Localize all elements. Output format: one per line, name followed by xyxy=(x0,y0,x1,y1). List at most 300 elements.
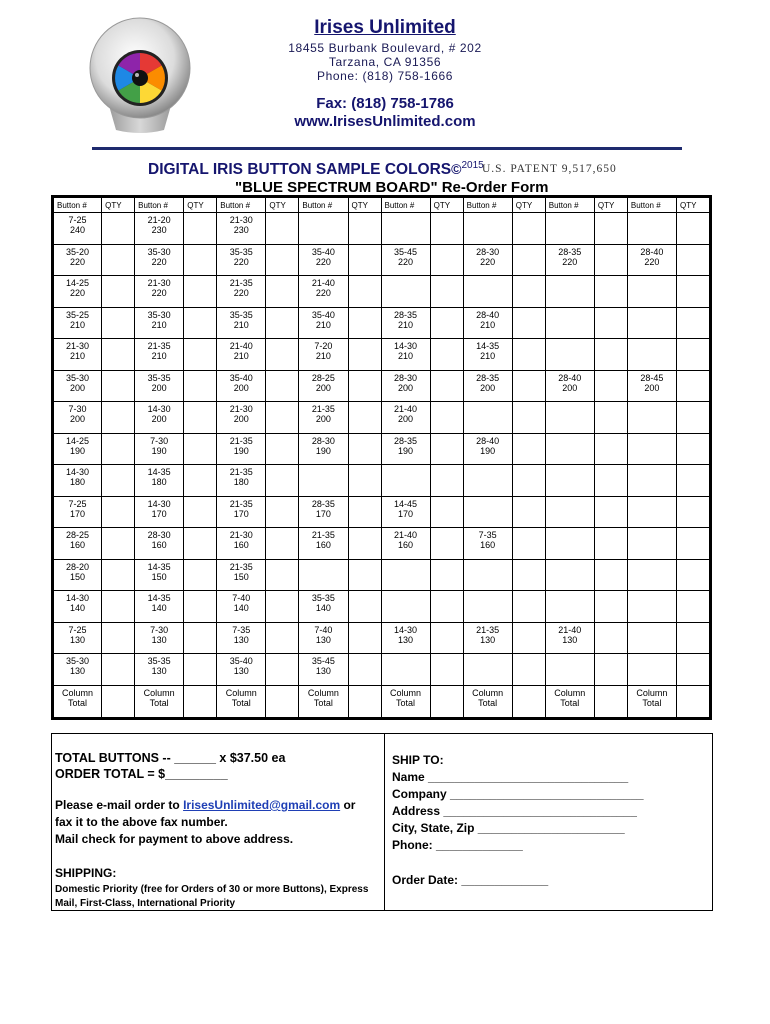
button-cell xyxy=(463,402,512,434)
fax-instruction: fax it to the above fax number. xyxy=(55,815,228,829)
button-cell: 14-35 150 xyxy=(135,559,184,591)
button-cell xyxy=(545,528,594,560)
button-cell: 14-30 130 xyxy=(381,622,430,654)
qty-input-cell[interactable] xyxy=(430,370,463,402)
qty-input-cell[interactable] xyxy=(512,433,545,465)
button-cell: 35-40 220 xyxy=(299,244,348,276)
button-cell: 21-30 210 xyxy=(53,339,102,371)
grid-header-row xyxy=(53,197,711,213)
mail-instruction: Mail check for payment to above address. xyxy=(55,832,294,846)
qty-input-cell[interactable] xyxy=(348,654,381,686)
qty-input-cell[interactable] xyxy=(594,213,627,245)
button-cell xyxy=(381,654,430,686)
qty-input-cell[interactable] xyxy=(512,591,545,623)
button-cell: 28-45 200 xyxy=(627,370,676,402)
qty-input-cell[interactable] xyxy=(594,370,627,402)
button-cell: 35-35 140 xyxy=(299,591,348,623)
qty-input-cell[interactable] xyxy=(677,591,711,623)
qty-input-cell[interactable] xyxy=(184,307,217,339)
column-header-qty: QTY xyxy=(348,197,381,213)
qty-input-cell[interactable] xyxy=(266,433,299,465)
column-total-label: Column Total xyxy=(627,685,676,718)
qty-input-cell[interactable] xyxy=(594,559,627,591)
qty-input-cell[interactable] xyxy=(348,307,381,339)
order-summary-box xyxy=(51,733,713,911)
button-cell xyxy=(463,559,512,591)
button-cell: 21-40 130 xyxy=(545,622,594,654)
button-cell xyxy=(545,276,594,308)
button-cell xyxy=(545,591,594,623)
total-buttons-field[interactable]: TOTAL BUTTONS -- ______ x $37.50 ea xyxy=(55,751,286,765)
qty-input-cell[interactable] xyxy=(184,276,217,308)
qty-input-cell[interactable] xyxy=(266,622,299,654)
qty-input-cell[interactable] xyxy=(430,402,463,434)
qty-input-cell[interactable] xyxy=(348,622,381,654)
button-cell xyxy=(463,465,512,497)
button-cell: 35-45 130 xyxy=(299,654,348,686)
button-cell: 7-25 240 xyxy=(53,213,102,245)
qty-input-cell[interactable] xyxy=(512,528,545,560)
button-cell: 28-20 150 xyxy=(53,559,102,591)
qty-input-cell[interactable] xyxy=(184,622,217,654)
button-cell xyxy=(627,213,676,245)
qty-input-cell[interactable] xyxy=(594,339,627,371)
button-cell: 7-40 130 xyxy=(299,622,348,654)
qty-input-cell[interactable] xyxy=(348,496,381,528)
qty-input-cell[interactable] xyxy=(430,465,463,497)
qty-input-cell[interactable] xyxy=(266,370,299,402)
column-header-button: Button # xyxy=(381,197,430,213)
grid-row xyxy=(53,685,711,718)
qty-input-cell[interactable] xyxy=(266,244,299,276)
ship-to-panel xyxy=(385,734,712,910)
qty-input-cell[interactable] xyxy=(512,654,545,686)
button-cell: 35-40 130 xyxy=(217,654,266,686)
qty-input-cell[interactable] xyxy=(348,528,381,560)
button-cell: 28-25 160 xyxy=(53,528,102,560)
qty-input-cell[interactable] xyxy=(430,591,463,623)
email-suffix: or xyxy=(340,798,356,812)
address-field[interactable]: Address _____________________________ xyxy=(392,804,637,818)
phone-number: Phone: (818) 758-1666 xyxy=(316,69,454,83)
qty-input-cell[interactable] xyxy=(266,307,299,339)
button-cell: 35-40 210 xyxy=(299,307,348,339)
qty-input-cell[interactable] xyxy=(102,213,135,245)
grid-row xyxy=(53,402,711,434)
column-total-input[interactable] xyxy=(266,685,299,718)
grid-row xyxy=(53,370,711,402)
button-cell: 21-30 220 xyxy=(135,276,184,308)
button-cell: 21-30 200 xyxy=(217,402,266,434)
button-cell: 35-25 210 xyxy=(53,307,102,339)
button-cell xyxy=(627,433,676,465)
qty-input-cell[interactable] xyxy=(102,433,135,465)
patent-number: U.S. PATENT 9,517,650 xyxy=(482,163,617,175)
qty-input-cell[interactable] xyxy=(348,402,381,434)
button-cell xyxy=(381,465,430,497)
qty-input-cell[interactable] xyxy=(594,591,627,623)
button-cell: 28-30 190 xyxy=(299,433,348,465)
qty-input-cell[interactable] xyxy=(677,276,711,308)
qty-input-cell[interactable] xyxy=(266,465,299,497)
button-cell: 35-45 220 xyxy=(381,244,430,276)
column-total-input[interactable] xyxy=(512,685,545,718)
qty-input-cell[interactable] xyxy=(266,559,299,591)
qty-input-cell[interactable] xyxy=(512,402,545,434)
button-cell: 35-30 220 xyxy=(135,244,184,276)
button-cell xyxy=(299,213,348,245)
order-grid xyxy=(51,195,712,720)
qty-input-cell[interactable] xyxy=(348,465,381,497)
button-cell: 21-35 130 xyxy=(463,622,512,654)
ship-to-label: SHIP TO: xyxy=(392,753,444,767)
qty-input-cell[interactable] xyxy=(677,307,711,339)
button-cell: 28-40 190 xyxy=(463,433,512,465)
button-cell xyxy=(545,307,594,339)
qty-input-cell[interactable] xyxy=(594,654,627,686)
button-cell: 35-30 210 xyxy=(135,307,184,339)
column-header-button: Button # xyxy=(545,197,594,213)
qty-input-cell[interactable] xyxy=(102,622,135,654)
button-cell: 7-30 130 xyxy=(135,622,184,654)
button-cell: 7-25 130 xyxy=(53,622,102,654)
button-cell: 35-40 200 xyxy=(217,370,266,402)
button-cell: 14-30 180 xyxy=(53,465,102,497)
qty-input-cell[interactable] xyxy=(430,528,463,560)
button-cell: 21-40 160 xyxy=(381,528,430,560)
column-header-button: Button # xyxy=(217,197,266,213)
qty-input-cell[interactable] xyxy=(430,307,463,339)
column-total-input[interactable] xyxy=(184,685,217,718)
button-cell xyxy=(299,465,348,497)
qty-input-cell[interactable] xyxy=(512,465,545,497)
button-cell: 14-25 190 xyxy=(53,433,102,465)
qty-input-cell[interactable] xyxy=(348,339,381,371)
qty-input-cell[interactable] xyxy=(594,276,627,308)
button-cell: 28-25 200 xyxy=(299,370,348,402)
button-cell xyxy=(545,465,594,497)
column-total-input[interactable] xyxy=(102,685,135,718)
button-cell xyxy=(545,433,594,465)
column-total-input[interactable] xyxy=(430,685,463,718)
button-cell: 21-30 160 xyxy=(217,528,266,560)
shipping-options-line-1: Domestic Priority (free for Orders of 30 or more Buttons), Express xyxy=(55,884,369,895)
button-cell xyxy=(381,213,430,245)
grid-row xyxy=(53,591,711,623)
qty-input-cell[interactable] xyxy=(594,528,627,560)
column-header-button: Button # xyxy=(299,197,348,213)
button-cell xyxy=(545,213,594,245)
shipping-label: SHIPPING: xyxy=(55,866,117,880)
button-cell xyxy=(463,213,512,245)
qty-input-cell[interactable] xyxy=(594,402,627,434)
qty-input-cell[interactable] xyxy=(184,402,217,434)
name-field[interactable]: Name ______________________________ xyxy=(392,770,629,784)
column-total-label: Column Total xyxy=(299,685,348,718)
grid-row xyxy=(53,244,711,276)
button-cell: 7-25 170 xyxy=(53,496,102,528)
qty-input-cell[interactable] xyxy=(102,591,135,623)
button-cell: 28-40 200 xyxy=(545,370,594,402)
qty-input-cell[interactable] xyxy=(184,213,217,245)
qty-input-cell[interactable] xyxy=(512,622,545,654)
qty-input-cell[interactable] xyxy=(594,496,627,528)
qty-input-cell[interactable] xyxy=(102,559,135,591)
city-state-zip-field[interactable]: City, State, Zip ______________________ xyxy=(392,821,625,835)
button-cell xyxy=(545,559,594,591)
button-cell: 14-35 210 xyxy=(463,339,512,371)
qty-input-cell[interactable] xyxy=(677,528,711,560)
qty-input-cell[interactable] xyxy=(266,496,299,528)
copyright-symbol: © xyxy=(451,161,462,178)
qty-input-cell[interactable] xyxy=(512,339,545,371)
qty-input-cell[interactable] xyxy=(677,496,711,528)
qty-input-cell[interactable] xyxy=(184,559,217,591)
button-cell: 35-30 200 xyxy=(53,370,102,402)
qty-input-cell[interactable] xyxy=(677,433,711,465)
qty-input-cell[interactable] xyxy=(102,307,135,339)
qty-input-cell[interactable] xyxy=(348,276,381,308)
button-cell xyxy=(545,496,594,528)
button-cell: 21-35 210 xyxy=(135,339,184,371)
button-cell: 7-30 200 xyxy=(53,402,102,434)
address-line-1: 18455 Burbank Boulevard, # 202 xyxy=(288,41,482,55)
button-cell: 7-35 160 xyxy=(463,528,512,560)
button-cell xyxy=(381,591,430,623)
qty-input-cell[interactable] xyxy=(184,244,217,276)
column-total-input[interactable] xyxy=(348,685,381,718)
fax-number: Fax: (818) 758-1786 xyxy=(316,95,454,112)
qty-input-cell[interactable] xyxy=(102,528,135,560)
qty-input-cell[interactable] xyxy=(430,496,463,528)
button-cell: 14-30 200 xyxy=(135,402,184,434)
qty-input-cell[interactable] xyxy=(594,465,627,497)
button-cell xyxy=(627,465,676,497)
qty-input-cell[interactable] xyxy=(594,622,627,654)
qty-input-cell[interactable] xyxy=(677,559,711,591)
button-cell: 28-40 210 xyxy=(463,307,512,339)
qty-input-cell[interactable] xyxy=(184,528,217,560)
button-cell: 28-30 200 xyxy=(381,370,430,402)
button-cell xyxy=(381,559,430,591)
qty-input-cell[interactable] xyxy=(102,402,135,434)
qty-input-cell[interactable] xyxy=(266,213,299,245)
grid-row xyxy=(53,654,711,686)
button-cell: 7-40 140 xyxy=(217,591,266,623)
grid-row xyxy=(53,559,711,591)
qty-input-cell[interactable] xyxy=(102,276,135,308)
qty-input-cell[interactable] xyxy=(512,244,545,276)
column-header-button: Button # xyxy=(53,197,102,213)
column-header-qty: QTY xyxy=(184,197,217,213)
qty-input-cell[interactable] xyxy=(348,213,381,245)
button-cell: 35-20 220 xyxy=(53,244,102,276)
button-cell: 14-25 220 xyxy=(53,276,102,308)
button-cell: 28-35 210 xyxy=(381,307,430,339)
grid-row xyxy=(53,339,711,371)
button-cell: 35-35 200 xyxy=(135,370,184,402)
button-cell xyxy=(627,528,676,560)
qty-input-cell[interactable] xyxy=(184,591,217,623)
button-cell xyxy=(627,339,676,371)
qty-input-cell[interactable] xyxy=(102,654,135,686)
qty-input-cell[interactable] xyxy=(348,591,381,623)
grid-row xyxy=(53,528,711,560)
qty-input-cell[interactable] xyxy=(430,559,463,591)
button-cell xyxy=(627,276,676,308)
button-cell: 28-35 170 xyxy=(299,496,348,528)
button-cell xyxy=(463,276,512,308)
qty-input-cell[interactable] xyxy=(677,370,711,402)
qty-input-cell[interactable] xyxy=(512,307,545,339)
qty-input-cell[interactable] xyxy=(184,433,217,465)
email-prefix: Please e-mail order to xyxy=(55,798,184,812)
title-main: DIGITAL IRIS BUTTON SAMPLE COLORS xyxy=(148,161,452,179)
column-total-label: Column Total xyxy=(53,685,102,718)
column-total-label: Column Total xyxy=(463,685,512,718)
column-header-button: Button # xyxy=(135,197,184,213)
button-cell: 28-35 200 xyxy=(463,370,512,402)
qty-input-cell[interactable] xyxy=(102,370,135,402)
grid-row xyxy=(53,307,711,339)
qty-input-cell[interactable] xyxy=(184,496,217,528)
button-cell: 14-45 170 xyxy=(381,496,430,528)
qty-input-cell[interactable] xyxy=(102,244,135,276)
qty-input-cell[interactable] xyxy=(348,244,381,276)
qty-input-cell[interactable] xyxy=(430,654,463,686)
column-total-input[interactable] xyxy=(677,685,711,718)
button-cell xyxy=(627,496,676,528)
column-total-input[interactable] xyxy=(594,685,627,718)
qty-input-cell[interactable] xyxy=(677,339,711,371)
column-header-qty: QTY xyxy=(594,197,627,213)
qty-input-cell[interactable] xyxy=(266,591,299,623)
column-header-qty: QTY xyxy=(102,197,135,213)
button-cell: 14-35 180 xyxy=(135,465,184,497)
form-subtitle: "BLUE SPECTRUM BOARD" Re-Order Form xyxy=(235,179,549,196)
qty-input-cell[interactable] xyxy=(512,370,545,402)
button-cell: 21-35 160 xyxy=(299,528,348,560)
button-cell xyxy=(299,559,348,591)
qty-input-cell[interactable] xyxy=(102,465,135,497)
company-field[interactable]: Company _____________________________ xyxy=(392,787,644,801)
button-cell xyxy=(627,622,676,654)
button-cell xyxy=(545,402,594,434)
qty-input-cell[interactable] xyxy=(184,370,217,402)
button-cell: 35-30 130 xyxy=(53,654,102,686)
button-cell: 14-30 170 xyxy=(135,496,184,528)
grid-row xyxy=(53,433,711,465)
qty-input-cell[interactable] xyxy=(430,213,463,245)
qty-input-cell[interactable] xyxy=(594,433,627,465)
button-cell: 21-35 190 xyxy=(217,433,266,465)
qty-input-cell[interactable] xyxy=(266,528,299,560)
qty-input-cell[interactable] xyxy=(430,244,463,276)
qty-input-cell[interactable] xyxy=(348,433,381,465)
qty-input-cell[interactable] xyxy=(677,402,711,434)
button-cell xyxy=(463,496,512,528)
order-total-field[interactable]: ORDER TOTAL = $_________ xyxy=(55,767,228,781)
qty-input-cell[interactable] xyxy=(430,622,463,654)
button-cell: 14-30 210 xyxy=(381,339,430,371)
qty-input-cell[interactable] xyxy=(266,276,299,308)
company-name: Irises Unlimited xyxy=(314,17,456,38)
button-cell: 21-40 220 xyxy=(299,276,348,308)
qty-input-cell[interactable] xyxy=(677,213,711,245)
button-cell: 14-35 140 xyxy=(135,591,184,623)
button-cell: 35-35 130 xyxy=(135,654,184,686)
qty-input-cell[interactable] xyxy=(430,339,463,371)
button-cell: 21-20 230 xyxy=(135,213,184,245)
qty-input-cell[interactable] xyxy=(184,654,217,686)
qty-input-cell[interactable] xyxy=(512,559,545,591)
grid-row xyxy=(53,276,711,308)
qty-input-cell[interactable] xyxy=(102,496,135,528)
qty-input-cell[interactable] xyxy=(348,370,381,402)
button-cell: 28-35 190 xyxy=(381,433,430,465)
qty-input-cell[interactable] xyxy=(102,339,135,371)
button-cell: 28-40 220 xyxy=(627,244,676,276)
button-cell xyxy=(627,559,676,591)
qty-input-cell[interactable] xyxy=(266,339,299,371)
button-cell: 21-40 200 xyxy=(381,402,430,434)
qty-input-cell[interactable] xyxy=(677,244,711,276)
qty-input-cell[interactable] xyxy=(512,496,545,528)
order-date-field[interactable]: Order Date: _____________ xyxy=(392,873,549,887)
qty-input-cell[interactable] xyxy=(266,654,299,686)
qty-input-cell[interactable] xyxy=(677,465,711,497)
qty-input-cell[interactable] xyxy=(512,213,545,245)
qty-input-cell[interactable] xyxy=(512,276,545,308)
qty-input-cell[interactable] xyxy=(677,622,711,654)
button-cell: 28-30 220 xyxy=(463,244,512,276)
shipping-options-line-2: Mail, First-Class, International Priority xyxy=(55,898,236,909)
button-cell: 28-30 160 xyxy=(135,528,184,560)
column-header-qty: QTY xyxy=(512,197,545,213)
email-link[interactable]: IrisesUnlimited@gmail.com xyxy=(183,798,341,812)
qty-input-cell[interactable] xyxy=(594,244,627,276)
website-url[interactable]: www.IrisesUnlimited.com xyxy=(294,113,476,130)
button-cell xyxy=(627,591,676,623)
qty-input-cell[interactable] xyxy=(348,559,381,591)
button-cell xyxy=(381,276,430,308)
button-cell: 21-30 230 xyxy=(217,213,266,245)
button-cell xyxy=(545,339,594,371)
button-cell: 21-35 150 xyxy=(217,559,266,591)
button-cell: 14-30 140 xyxy=(53,591,102,623)
grid-row xyxy=(53,465,711,497)
header-rule xyxy=(92,147,682,150)
button-cell xyxy=(463,591,512,623)
column-header-button: Button # xyxy=(463,197,512,213)
qty-input-cell[interactable] xyxy=(184,339,217,371)
qty-input-cell[interactable] xyxy=(184,465,217,497)
qty-input-cell[interactable] xyxy=(266,402,299,434)
column-total-label: Column Total xyxy=(381,685,430,718)
qty-input-cell[interactable] xyxy=(677,654,711,686)
qty-input-cell[interactable] xyxy=(430,276,463,308)
qty-input-cell[interactable] xyxy=(594,307,627,339)
grid-row xyxy=(53,213,711,245)
column-header-qty: QTY xyxy=(430,197,463,213)
phone-field[interactable]: Phone: _____________ xyxy=(392,838,523,852)
column-total-label: Column Total xyxy=(135,685,184,718)
button-cell: 7-20 210 xyxy=(299,339,348,371)
qty-input-cell[interactable] xyxy=(430,433,463,465)
button-cell: 21-35 180 xyxy=(217,465,266,497)
column-total-label: Column Total xyxy=(217,685,266,718)
form-title xyxy=(148,160,484,179)
